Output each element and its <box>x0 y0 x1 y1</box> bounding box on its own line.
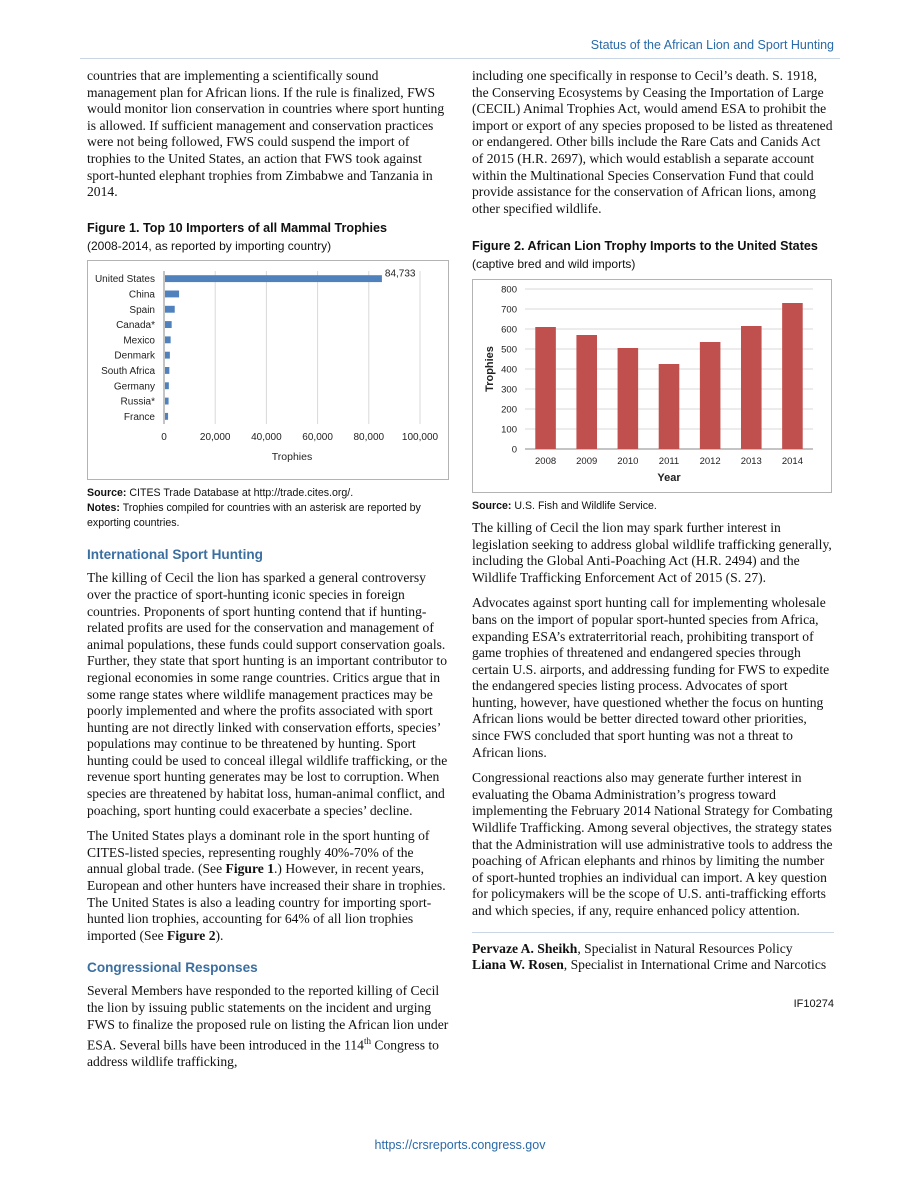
authors-block <box>472 941 834 974</box>
x-tick-label: 2009 <box>576 455 598 467</box>
x-tick-label: 20,000 <box>199 432 231 444</box>
bar <box>165 413 168 420</box>
x-tick-label: 2011 <box>658 455 680 467</box>
figure-2-ref[interactable]: Figure 2 <box>167 927 216 943</box>
figure-1-notes <box>87 501 449 531</box>
left-paragraph-4 <box>87 983 449 1071</box>
x-tick-label: 80,000 <box>353 432 385 444</box>
figure-2-source-label: Source: <box>472 499 512 512</box>
author-1-name: Pervaze A. Sheikh <box>472 940 578 956</box>
bar <box>165 367 169 374</box>
figure-1-notes-text: Trophies compiled for countries with an asterisk are reported by exporting countries. <box>87 502 421 530</box>
figure-2-title: Figure 2. African Lion Trophy Imports to the United States <box>472 239 818 254</box>
p4-superscript: th <box>363 1036 371 1047</box>
figure-1-chart <box>87 260 449 480</box>
author-1 <box>472 941 834 958</box>
category-label: China <box>128 289 155 301</box>
footer-url[interactable]: https://crsreports.congress.gov <box>374 1138 546 1152</box>
y-tick-label: 600 <box>501 324 517 336</box>
left-paragraph-2: The killing of Cecil the lion has sparked a general controversy over the practice of sport-hunting iconic species in foreign countries. Proponents of sport hunting contend that if hunting-related profits are used for the conservation and management of animal populations, these funds could support conservation goals. Further, they state that sport hunting is an important contributor to regional economies in some range countries. Critics argue that in some range states where wildlife management practices may be poorly implemented and where the profits associated with sport hunting are not directly linked with conservation efforts, species’ populations may continue to be threatened by hunting. Sport hunting could be used to conceal illegal wildlife trafficking, or the revenue sport hunting generates may be lost to corruption. When species are threatened by habitat loss, human-animal conflict, and poaching, sport hunting could exacerbate a species’ decline. <box>87 570 448 818</box>
bar <box>165 352 170 359</box>
category-label: Germany <box>113 381 155 393</box>
report-code: IF10274 <box>793 997 834 1010</box>
header-rule <box>80 58 840 59</box>
y-tick-label: 0 <box>511 444 517 456</box>
data-label: 84,733 <box>384 268 416 280</box>
y-tick-label: 400 <box>501 364 517 376</box>
bar <box>741 326 762 449</box>
heading-congressional-responses: Congressional Responses <box>87 960 258 976</box>
figure-2-source-text: U.S. Fish and Wildlife Service. <box>511 499 657 512</box>
figure-1-ref[interactable]: Figure 1 <box>225 861 274 877</box>
category-label: France <box>123 412 155 424</box>
p4-text-b: Congress to address wildlife trafficking, <box>87 1037 439 1070</box>
bar <box>165 306 175 313</box>
figure-2-source <box>472 499 834 514</box>
figure-1-svg <box>88 261 448 479</box>
author-2 <box>472 957 834 974</box>
figure-1-source-label: Source: <box>87 487 127 500</box>
category-label: Denmark <box>114 350 155 362</box>
y-tick-label: 500 <box>501 344 517 356</box>
x-tick-label: 0 <box>161 432 167 444</box>
running-header: Status of the African Lion and Sport Hunting <box>590 38 834 52</box>
figure-1-notes-label: Notes: <box>87 502 120 515</box>
right-paragraph-1: including one specifically in response to Cecil’s death. S. 1918, the Conserving Ecosystems by Ceasing the Importation of Large (CECIL) Animal Trophies Act, would amend ESA to prohibit the import or export of any species proposed to be listed as threatened or endangered. Other bills include the Rare Cats and Canids Act of 2015 (H.R. 2697), which would establish a separate account within the Multinational Species Conservation Fund that could provide assistance for the conservation of African lions, among other specified wildlife. <box>472 68 833 216</box>
left-paragraph-3 <box>87 828 449 944</box>
x-tick-label: 2012 <box>699 455 721 467</box>
right-paragraph-4: Congressional reactions also may generate further interest in evaluating the Obama Administration’s progress toward implementing the February 2014 National Strategy for Combating Wildlife Trafficking. Among several objectives, the strategy states that the Administration will use administrative tools to address the poaching of African elephants and rhinos by limiting the number of sport-hunted trophies an individual can import. A key question for policymakers will be the scope of U.S. anti-trafficking efforts and which species, if any, require enhanced policy attention. <box>472 770 833 918</box>
p3-text-c: .) However, in recent years, European and other hunters have increased their share in trophies. The United States is also a leading country for importing sport-hunted lion trophies, accounting for 64% of all lion trophies imported (See <box>87 861 446 943</box>
y-tick-label: 300 <box>501 384 517 396</box>
bar <box>165 321 172 328</box>
right-paragraph-2: The killing of Cecil the lion may spark further interest in legislation seeking to address global wildlife trafficking generally, including the Global Anti-Poaching Act (H.R. 2494) and the Wildlife Trafficking Enforcement Act of 2015 (S. 27). <box>472 519 832 585</box>
bar <box>165 276 382 283</box>
category-label: South Africa <box>101 366 155 378</box>
figure-1-subtitle: (2008-2014, as reported by importing country) <box>87 238 332 253</box>
y-tick-label: 200 <box>501 404 517 416</box>
y-axis-title: Trophies <box>484 346 496 392</box>
x-tick-label: 2010 <box>617 455 639 467</box>
category-label: Mexico <box>123 335 155 347</box>
author-2-role: , Specialist in International Crime and Narcotics <box>563 957 827 973</box>
category-label: Canada* <box>116 320 155 332</box>
x-tick-label: 60,000 <box>302 432 333 444</box>
bar <box>165 291 179 298</box>
y-tick-label: 700 <box>501 304 517 316</box>
bar <box>165 337 171 344</box>
author-2-name: Liana W. Rosen <box>472 957 564 973</box>
bar <box>535 327 556 449</box>
left-column <box>87 68 449 1080</box>
author-1-role: , Specialist in Natural Resources Policy <box>577 940 793 956</box>
figure-2-svg <box>473 280 831 492</box>
bar <box>700 342 721 449</box>
bar <box>576 335 597 449</box>
category-label: United States <box>94 274 155 286</box>
figure-1-source-text[interactable]: CITES Trade Database at http://trade.cites.org/. <box>126 487 354 500</box>
x-axis-title: Trophies <box>271 451 313 464</box>
y-tick-label: 100 <box>501 424 517 436</box>
p4-text-a: Several Members have responded to the reported killing of Cecil the lion by issuing public statements on the incident and urging FWS to finalize the proposed rule on listing the African lion under ESA. Several bills have been introduced in the 114 <box>87 983 449 1053</box>
p3-text-a: The United States plays a dominant role in the sport hunting of CITES-listed species, representing roughly 40%-70% of the annual global trade. (See <box>87 828 430 877</box>
left-paragraph-1: countries that are implementing a scientifically sound management plan for African lions. If the rule is finalized, FWS would monitor lion conservation in countries where sport hunting is allowed. If sufficient management and conservation practices were not being followed, FWS could suspend the import of trophies to the United States, an action that FWS took against sport-hunted elephant trophies from Zimbabwe and Tanzania in 2014. <box>87 68 445 200</box>
right-paragraph-3: Advocates against sport hunting call for implementing wholesale bans on the import of popular sport-hunted species from Africa, expanding ESA’s extraterritorial reach, prohibiting transport of game trophies of threatened and endangered species through certain U.S. airports, and addressing funding for FWS to expedite the endangered species listing process. Advocates of sport hunting, however, have questioned whether the focus on hunting African lions would be better directed toward other priorities, since FWS concluded that sport hunting was not a threat to African lions. <box>472 595 830 760</box>
bar <box>165 383 169 390</box>
figure-1-source <box>87 486 449 501</box>
bar <box>659 364 680 449</box>
figure-2-subtitle: (captive bred and wild imports) <box>472 257 636 272</box>
y-tick-label: 800 <box>501 284 517 296</box>
category-label: Russia* <box>120 396 155 408</box>
bar <box>782 303 803 449</box>
figure-2-chart <box>472 279 832 493</box>
heading-international-sport-hunting: International Sport Hunting <box>87 547 263 563</box>
authors-rule <box>472 932 834 933</box>
x-tick-label: 2014 <box>781 455 803 467</box>
bar <box>165 398 169 405</box>
x-tick-label: 40,000 <box>251 432 282 444</box>
figure-1-title: Figure 1. Top 10 Importers of all Mammal Trophies <box>87 220 387 235</box>
bar <box>618 348 639 449</box>
p3-text-e: ). <box>215 927 224 943</box>
x-tick-label: 2008 <box>535 455 557 467</box>
category-label: Spain <box>129 305 155 317</box>
x-axis-title: Year <box>657 471 681 484</box>
x-tick-label: 2013 <box>740 455 762 467</box>
right-column <box>472 68 834 1010</box>
x-tick-label: 100,000 <box>401 432 439 444</box>
